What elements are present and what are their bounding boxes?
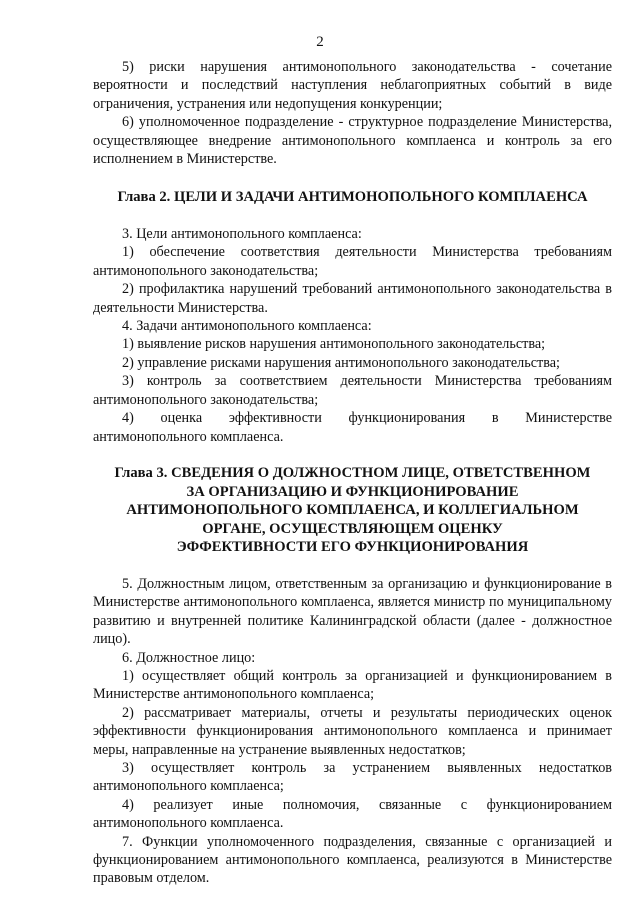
section-paragraph: 7. Функции уполномоченного подразделения, связанные с организацией и функционированием антимонопольного комплаенса, реализуются в Министерстве правовым отделом. [93, 833, 612, 887]
chapter-2-body [93, 225, 612, 446]
list-item: 2) управление рисками нарушения антимонопольного законодательства; [122, 354, 560, 371]
heading-line: Глава 3. СВЕДЕНИЯ О ДОЛЖНОСТНОМ ЛИЦЕ, ОТВЕТСТВЕННОМ [114, 464, 591, 481]
chapter-2-heading: Глава 2. ЦЕЛИ И ЗАДАЧИ АНТИМОНОПОЛЬНОГО КОМПЛАЕНСА [117, 189, 588, 206]
definition-paragraph: 6) уполномоченное подразделение - структурное подразделение Министерства, осуществляющее внедрение антимонопольного комплаенса и контроль за его исполнением в Министерстве. [93, 114, 612, 168]
list-item: 1) осуществляет общий контроль за организацией и функционированием в Министерстве антимонопольного комплаенса; [93, 667, 612, 703]
list-item: 4) реализует иные полномочия, связанные с функционированием антимонопольного комплаенса. [93, 796, 612, 832]
heading-line: ЗА ОРГАНИЗАЦИЮ И ФУНКЦИОНИРОВАНИЕ [186, 483, 519, 500]
document-body [93, 58, 612, 888]
chapter-3-heading [93, 464, 612, 557]
chapter-3-body [93, 575, 612, 888]
section-paragraph: 5. Должностным лицом, ответственным за организацию и функционирование в Министерстве антимонопольного комплаенса, является министр по муниципальному развитию и внутренней политике Калининградской области (далее - должностное лицо). [93, 575, 612, 648]
definition-paragraph: 5) риски нарушения антимонопольного законодательства - сочетание вероятности и последствий наступления неблагоприятных событий в виде ограничения, устранения или недопущения конкуренции; [93, 59, 612, 112]
heading-line: АНТИМОНОПОЛЬНОГО КОМПЛАЕНСА, И КОЛЛЕГИАЛЬНОМ [126, 502, 579, 519]
heading-line: ЭФФЕКТИВНОСТИ ЕГО ФУНКЦИОНИРОВАНИЯ [176, 539, 529, 556]
section-paragraph: 6. Должностное лицо: [122, 649, 256, 666]
list-item: 3) осуществляет контроль за устранением выявленных недостатков антимонопольного комплаенса; [93, 759, 612, 795]
list-item: 3) контроль за соответствием деятельности Министерства требованиям антимонопольного законодательства; [93, 373, 612, 408]
list-item: 2) рассматривает материалы, отчеты и результаты периодических оценок эффективности функционирования антимонопольного комплаенса и принимает меры, направленные на устранение выявленных недостатков; [93, 704, 612, 758]
page-number: 2 [316, 34, 324, 50]
heading-line: ОРГАНЕ, ОСУЩЕСТВЛЯЮЩЕМ ОЦЕНКУ [202, 520, 503, 537]
section-paragraph: 4. Задачи антимонопольного комплаенса: [122, 318, 372, 335]
list-item: 1) обеспечение соответствия деятельности Министерства требованиям антимонопольного законодательства; [93, 244, 612, 279]
list-item: 1) выявление рисков нарушения антимонопольного законодательства; [122, 336, 546, 353]
list-item: 2) профилактика нарушений требований антимонопольного законодательства в деятельности Министерства. [93, 281, 612, 316]
section-paragraph: 3. Цели антимонопольного комплаенса: [122, 226, 362, 243]
list-item: 4) оценка эффективности функционирования в Министерстве антимонопольного комплаенса. [93, 410, 612, 445]
